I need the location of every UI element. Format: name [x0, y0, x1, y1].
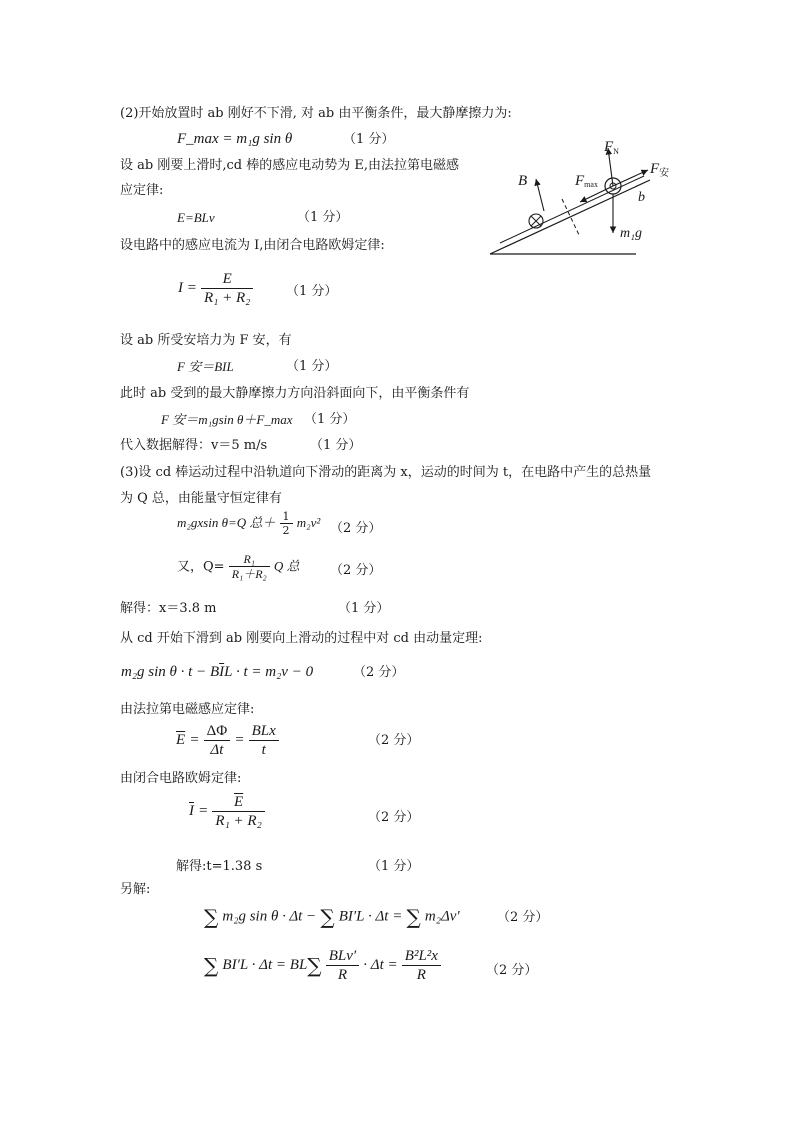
line-emf-intro-cont: 应定律:	[120, 183, 164, 198]
score-12: （2 分）	[368, 810, 420, 825]
eq-alt-2-frac1	[326, 947, 359, 984]
score-4: （1 分）	[286, 359, 338, 374]
eq-avg-current-frac	[212, 793, 264, 830]
f-ampere-label	[649, 161, 669, 179]
eq-current	[178, 270, 253, 307]
eq-fmax-formula: F_max = m₁g sin θ	[177, 131, 293, 147]
line-part3-intro-cont: 为 Q 总，由能量守恒定律有	[120, 491, 282, 506]
b-field-arrow	[536, 179, 544, 211]
eq-avg-emf-frac2	[249, 722, 279, 759]
sum-symbol: ∑	[320, 905, 335, 929]
fn-label	[603, 139, 619, 156]
score-3: （1 分）	[286, 284, 338, 299]
eq-avg-emf-frac1	[204, 722, 231, 759]
eq-alt-2	[204, 947, 441, 984]
f-max-label-main: F	[575, 173, 585, 189]
eq-alt-1-c: m₂Δv′	[424, 908, 460, 925]
score-2: （1 分）	[297, 210, 349, 225]
fn-label-sub: N	[613, 147, 619, 156]
score-10: （2 分）	[353, 665, 405, 680]
f-ampere-label-main: F	[650, 161, 660, 177]
dashed-boundary	[562, 199, 580, 237]
eq-alt-2-frac2	[402, 947, 441, 984]
eq-energy-tail: m₂v²	[296, 515, 321, 531]
eq-current-lhs: I =	[178, 280, 197, 296]
eq-heat-den: R₁＋R₂	[231, 567, 267, 582]
score-5: （1 分）	[304, 412, 356, 427]
eq-heat-num: R₁	[229, 552, 270, 567]
eq-heat-share	[177, 552, 300, 582]
score-11: （2 分）	[368, 733, 420, 748]
line-t-result: 解得:t=1.38 s	[176, 859, 263, 874]
score-13: （1 分）	[368, 859, 420, 874]
eq-avg-current-num: $\overline{E}$	[212, 793, 264, 812]
eq-emf: E=BLv	[177, 210, 215, 225]
eq-alt-1-b: BI′L · Δt =	[338, 908, 403, 925]
eq-avg-emf-eq1: =	[189, 732, 200, 748]
eq-avg-emf-eq2: =	[234, 732, 245, 748]
eq-avg-current-eq: =	[198, 803, 209, 819]
score-1: （1 分）	[343, 132, 395, 147]
eq-momentum	[121, 663, 313, 681]
score-6: （1 分）	[310, 438, 362, 453]
eq-current-den: R₁ + R₂	[204, 290, 251, 306]
eq-alt-2-num2: B²L²x	[402, 947, 441, 966]
b-field-label: B	[518, 173, 528, 189]
eq-avg-emf-num1: ΔΦ	[204, 722, 231, 741]
eq-energy-den: 2	[282, 524, 290, 538]
eq-current-num: E	[201, 270, 253, 289]
eq-alt-2-den1: R	[337, 967, 348, 983]
eq-momentum-ibar: $\overline{I}$	[219, 664, 225, 680]
score-14: （2 分）	[497, 910, 549, 925]
eq-momentum-a: m₂g sin θ · t − B	[121, 664, 220, 680]
eq-heat-lhs: 又，Q=	[177, 559, 225, 575]
line-faraday-intro: 由法拉第电磁感应定律:	[120, 702, 255, 717]
line-x-result: 解得：x＝3.8 m	[120, 601, 217, 616]
eq-avg-emf-den2: t	[261, 742, 266, 758]
line-part2-intro: (2)开始放置时 ab 刚好不下滑, 对 ab 由平衡条件，最大静摩擦力为:	[120, 106, 512, 121]
line-current-intro: 设电路中的感应电流为 I,由闭合电路欧姆定律:	[120, 238, 385, 253]
eq-avg-emf	[176, 722, 279, 759]
line-friction-dir: 此时 ab 受到的最大静摩擦力方向沿斜面向下，由平衡条件有	[120, 386, 470, 401]
sum-symbol: ∑	[204, 953, 219, 978]
eq-energy-a: m₂gxsin θ=Q 总＋	[177, 515, 276, 531]
eq-alt-2-b: · Δt =	[363, 957, 398, 973]
eq-alt-1-a: m₂g sin θ · Δt −	[222, 908, 317, 925]
fn-label-main: F	[604, 139, 614, 155]
eq-heat-frac	[229, 552, 270, 582]
b-end-label: b	[638, 190, 645, 205]
score-15: （2 分）	[486, 963, 538, 978]
f-max-label-sub: max	[584, 180, 598, 189]
line-emf-intro: 设 ab 刚要上滑时,cd 棒的感应电动势为 E,由法拉第电磁感	[120, 158, 459, 173]
eq-alt-1	[204, 905, 460, 929]
f-ampere-label-sub: 安	[659, 168, 670, 179]
line-part3-intro: (3)设 cd 棒运动过程中沿轨道向下滑动的距离为 x，运动的时间为 t，在电路中产生的总热量	[120, 465, 652, 480]
gravity-label: m₁g	[620, 226, 642, 241]
line-ampere-intro: 设 ab 所受安培力为 F 安，有	[120, 333, 292, 348]
eq-avg-current	[189, 793, 265, 830]
line-v-result: 代入数据解得：v＝5 m/s	[120, 438, 268, 453]
line-momentum-intro: 从 cd 开始下滑到 ab 刚要向上滑动的过程中对 cd 由动量定理:	[120, 631, 483, 646]
eq-fmax	[177, 130, 292, 148]
eq-energy-num: 1	[280, 510, 293, 524]
eq-energy-frac	[280, 510, 293, 537]
eq-current-frac	[201, 270, 253, 307]
eq-heat-tail: Q 总	[273, 558, 300, 574]
eq-avg-emf-lhs: $\overline{E}$	[176, 732, 186, 748]
eq-alt-2-num1: BLv′	[326, 947, 359, 966]
score-9: （1 分）	[338, 601, 390, 616]
eq-alt-2-a: BI′L · Δt = BL	[222, 957, 308, 973]
eq-avg-current-lhs: $\overline{I}$	[189, 803, 194, 819]
eq-avg-emf-num2: BLx	[249, 722, 279, 741]
sum-symbol: ∑	[406, 905, 421, 929]
sum-symbol: ∑	[307, 953, 322, 978]
eq-momentum-b: L · t = m₂v − 0	[224, 664, 314, 680]
line-ohm-intro: 由闭合电路欧姆定律:	[120, 771, 242, 786]
score-7: （2 分）	[330, 521, 382, 536]
eq-avg-current-den: R₁ + R₂	[215, 813, 262, 829]
score-8: （2 分）	[330, 563, 382, 578]
eq-balance: F 安＝m₁gsin θ＋F_max	[161, 412, 293, 427]
sum-symbol: ∑	[204, 905, 219, 929]
eq-energy	[177, 510, 320, 537]
incline-rail-lower	[490, 180, 650, 254]
line-alt-solution: 另解:	[120, 882, 151, 897]
eq-ampere: F 安＝BIL	[177, 359, 234, 374]
f-max-label	[574, 173, 598, 189]
eq-alt-2-den2: R	[416, 967, 426, 983]
force-diagram	[484, 133, 684, 263]
eq-avg-emf-den1: Δt	[210, 742, 224, 758]
